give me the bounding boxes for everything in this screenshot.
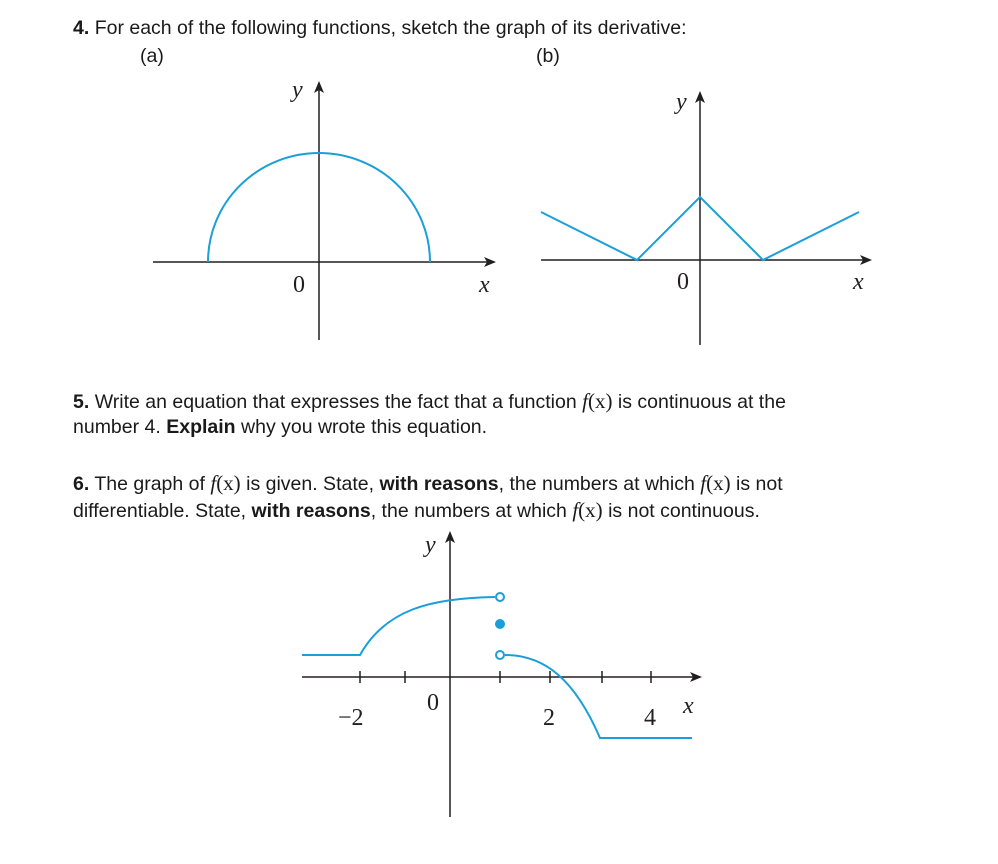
function-symbol: f xyxy=(700,471,707,495)
question-text: is not xyxy=(736,473,783,495)
question-number: 5. xyxy=(73,391,90,413)
question-text: For each of the following functions, sketch the graph of its derivative: xyxy=(94,17,687,39)
question-text: why you wrote this equation. xyxy=(241,416,488,438)
part-b-label: (b) xyxy=(536,45,560,67)
function-argument: (x) xyxy=(706,471,731,495)
open-circle-lower xyxy=(496,651,504,659)
function-argument: (x) xyxy=(578,498,603,522)
question-text: The graph of xyxy=(94,473,205,495)
question-number: 4. xyxy=(73,17,90,39)
question-text: , the numbers at which xyxy=(370,500,567,522)
x-axis-label: x xyxy=(479,272,490,298)
question-text: is given. State, xyxy=(246,473,375,495)
graph-b xyxy=(541,89,870,345)
left-curve-segment xyxy=(302,597,495,655)
graph-a xyxy=(153,77,494,340)
question-text: number 4. xyxy=(73,416,161,438)
question-text: is continuous at the xyxy=(617,391,786,413)
question-text: Write an equation that expresses the fact that a function xyxy=(94,391,577,413)
function-argument: (x) xyxy=(216,471,241,495)
question-text: , the numbers at which xyxy=(498,473,695,495)
graph-6 xyxy=(302,532,700,817)
tick-label-2: 2 xyxy=(543,705,555,731)
filled-point xyxy=(495,619,505,629)
question-number: 6. xyxy=(73,473,90,495)
question-text: is not continuous. xyxy=(608,500,760,522)
tick-label-4: 4 xyxy=(644,705,656,731)
function-symbol: f xyxy=(582,389,588,413)
y-axis-label: y xyxy=(292,77,303,103)
function-symbol: f xyxy=(572,498,579,522)
origin-label: 0 xyxy=(677,269,689,295)
y-axis-label: y xyxy=(425,532,436,558)
open-circle-upper xyxy=(496,593,504,601)
origin-label: 0 xyxy=(427,690,439,716)
emphasis-with-reasons: with reasons xyxy=(251,500,371,522)
y-axis-label: y xyxy=(676,89,687,115)
question-text: differentiable. State, xyxy=(73,500,247,522)
origin-label: 0 xyxy=(293,272,305,298)
emphasis-explain: Explain xyxy=(166,416,236,438)
function-symbol: f xyxy=(210,471,217,495)
function-argument: (x) xyxy=(587,389,613,413)
emphasis-with-reasons: with reasons xyxy=(379,473,499,495)
x-axis-label: x xyxy=(683,693,694,719)
part-a-label: (a) xyxy=(140,45,164,67)
tick-label-neg2: −2 xyxy=(338,705,364,731)
right-curve-segment xyxy=(505,655,692,738)
x-axis-label: x xyxy=(853,269,864,295)
